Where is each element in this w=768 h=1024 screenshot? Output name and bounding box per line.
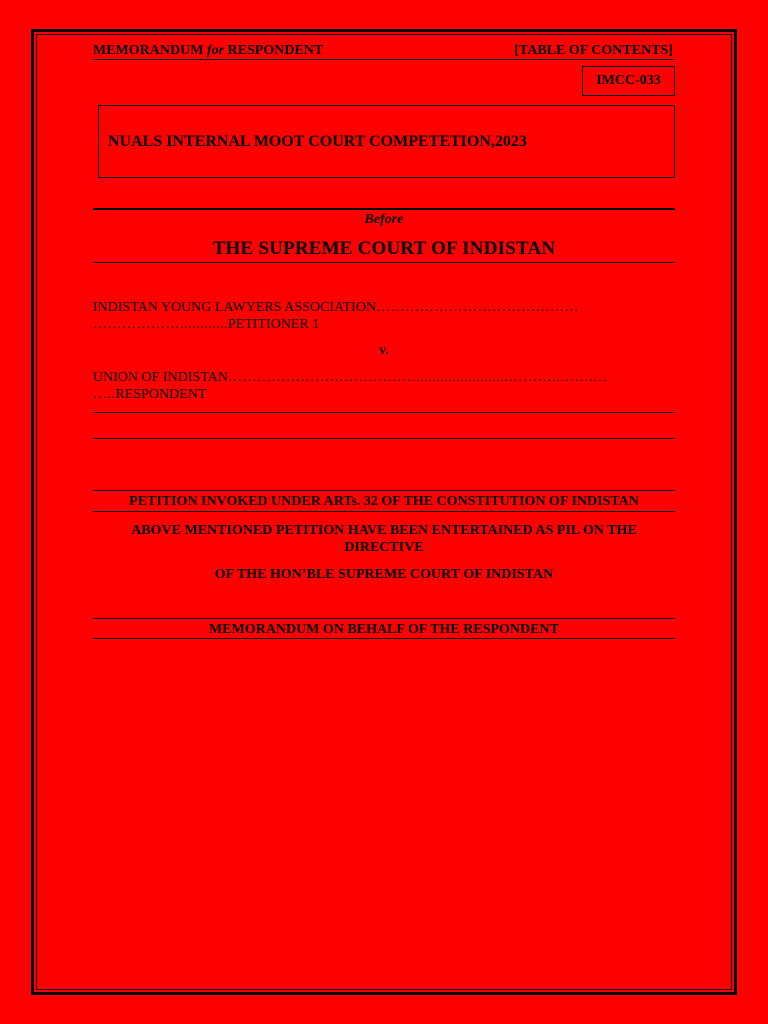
memorandum-behalf: MEMORANDUM ON BEHALF OF THE RESPONDENT	[209, 622, 559, 637]
petitioner-block: INDISTAN YOUNG LAWYERS ASSOCIATION…………………………………… ………………............PETITIONER 1	[93, 300, 580, 332]
team-code-box: IMCC-033	[582, 66, 675, 96]
header-rule	[93, 59, 675, 60]
petitioner-role: PETITIONER 1	[228, 317, 320, 332]
parties-rule-2	[93, 438, 675, 439]
memorandum-rule-top	[93, 618, 675, 619]
competition-title-box	[98, 105, 675, 178]
respondent-block: UNION OF INDISTAN………………………………….......................………..…….… …..RESPONDENT	[93, 370, 608, 402]
before-rule	[93, 208, 675, 210]
directive-text: OF THE HON’BLE SUPREME COURT OF INDISTAN	[214, 567, 554, 582]
memorandum-rule-bottom	[93, 638, 675, 639]
petition-rule-bottom	[93, 511, 675, 512]
petition-rule-top	[93, 490, 675, 491]
petitioner-name: INDISTAN YOUNG LAWYERS ASSOCIATION	[93, 300, 377, 315]
respondent-name: UNION OF INDISTAN	[93, 370, 228, 385]
before-label: Before	[364, 212, 404, 227]
respondent-role: RESPONDENT	[115, 387, 207, 402]
competition-title: NUALS INTERNAL MOOT COURT COMPETETION,2023	[108, 132, 527, 150]
versus-label: v.	[379, 343, 389, 358]
running-header-right: [TABLE OF CONTENTS]	[514, 43, 673, 58]
parties-rule-1	[93, 412, 675, 413]
entertained-text: ABOVE MENTIONED PETITION HAVE BEEN ENTERTAINED AS PIL ON THE DIRECTIVE	[131, 523, 637, 555]
running-header-left: MEMORANDUM for RESPONDENT	[93, 43, 324, 58]
court-rule	[93, 262, 675, 263]
court-title: THE SUPREME COURT OF INDISTAN	[212, 238, 556, 259]
petition-invoked: PETITION INVOKED UNDER ARTs. 32 OF THE CONSTITUTION OF INDISTAN	[129, 494, 639, 509]
